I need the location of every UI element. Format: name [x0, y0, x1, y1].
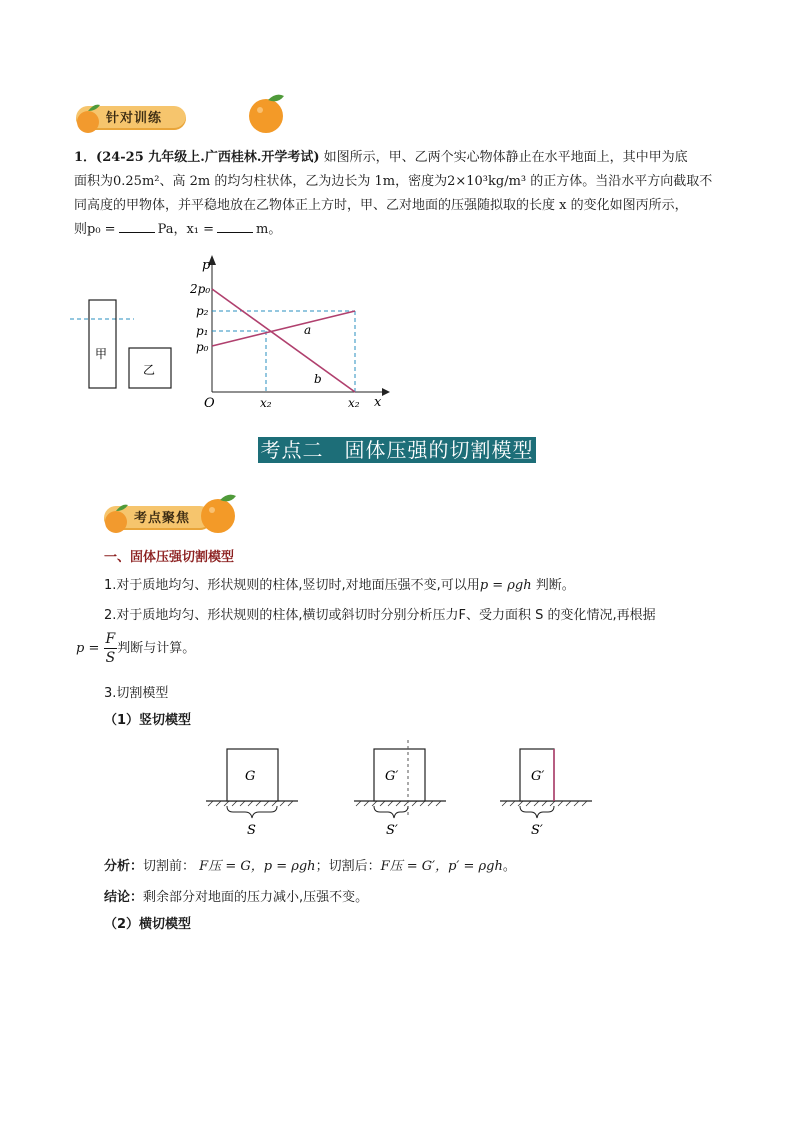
block3-label: G′ — [531, 769, 545, 784]
focus-point-1: 1.对于质地均匀、形状规则的柱体,竖切时,对地面压强不变,可以用p = ρgh 判断。 — [104, 578, 575, 593]
formula-before: F压 = G，p = ρgh — [199, 859, 316, 874]
subheading-vertical-cut: （1）竖切模型 — [104, 713, 192, 728]
analysis-line: 分析：切割前： F压 = G，p = ρgh；切割后：F压 = G′，p′ = ρgh。 — [104, 859, 516, 874]
box-yi-label: 乙 — [143, 363, 156, 377]
question-line2: 面积为0.25m²、高 2m 的均匀柱状体，乙为边长为 1m，密度为2×10³kg/m³ 的正方体。当沿水平方向截取不 — [74, 174, 713, 189]
base1-label: S — [247, 823, 256, 838]
tick-x-right: x₂ — [348, 396, 360, 410]
subheading-horizontal-cut: （2）横切模型 — [104, 917, 192, 932]
orange-icon — [246, 92, 290, 136]
line-b-label: b — [314, 372, 322, 386]
orange-icon — [198, 492, 242, 536]
question-line4-c: m。 — [256, 222, 282, 237]
model-before-cut — [206, 749, 298, 838]
question-number: 1． — [74, 150, 97, 165]
focus-heading: 一、固体压强切割模型 — [104, 550, 235, 565]
box-jia-label: 甲 — [95, 347, 108, 361]
box-jia — [89, 300, 116, 388]
base2-label: S′ — [386, 823, 398, 838]
question-1 — [74, 146, 734, 242]
tick-p2: p₂ — [196, 304, 209, 318]
line-a-label: a — [304, 323, 312, 337]
tick-p0: p₀ — [196, 340, 209, 354]
question-line1: 如图所示，甲、乙两个实心物体静止在水平地面上，其中甲为底 — [319, 150, 688, 165]
figure-jia-yi — [68, 290, 188, 400]
question-source: (24-25 九年级上.广西桂林.开学考试) — [96, 150, 320, 165]
formula-rho-g-h: p = ρgh — [479, 578, 532, 593]
block2-label: G′ — [385, 769, 399, 784]
question-line4-a: 则p₀ = — [74, 222, 116, 237]
answer-blank-x1[interactable] — [217, 218, 253, 233]
tick-x-left: x₂ — [260, 396, 272, 410]
y-axis-label: p — [202, 258, 211, 273]
model-after-cut-dashed — [354, 740, 446, 838]
origin-label: O — [204, 396, 215, 411]
tick-p1: p₁ — [196, 324, 209, 338]
focus-point-2: 2.对于质地均匀、形状规则的柱体,横切或斜切时分别分析压力F、受力面积 S 的变化情况,再根据 — [104, 608, 656, 623]
block1-label: G — [245, 769, 256, 784]
tick-2p0: 2p₀ — [190, 282, 211, 296]
model-after-cut — [500, 749, 592, 838]
focus-badge — [104, 494, 239, 538]
section-title: 考点二 固体压强的切割模型 — [258, 437, 536, 463]
question-line4-b: Pa，x₁ = — [157, 222, 215, 237]
training-badge — [76, 94, 211, 138]
vertical-cut-figure — [200, 738, 600, 842]
focus-point-2-formula: p = $\frac{F}{S}$ 判断与计算。 — [76, 631, 196, 666]
x-axis-label: x — [374, 395, 382, 410]
training-badge-label: 针对训练 — [106, 111, 163, 126]
answer-blank-p0[interactable] — [119, 218, 155, 233]
question-line3: 同高度的甲物体，并平稳地放在乙物体正上方时，甲、乙对地面的压强随拟取的长度 x 的变化如图丙所示， — [74, 198, 688, 213]
base3-label: S′ — [531, 823, 543, 838]
conclusion-line: 结论：剩余部分对地面的压力减小,压强不变。 — [104, 890, 369, 905]
focus-badge-label: 考点聚焦 — [134, 511, 191, 526]
formula-after: F压 = G′，p′ = ρgh — [380, 859, 503, 874]
focus-point-3: 3.切割模型 — [104, 686, 169, 701]
formula-fraction: $\frac{F}{S}$ — [105, 631, 116, 666]
pressure-graph — [190, 253, 390, 413]
